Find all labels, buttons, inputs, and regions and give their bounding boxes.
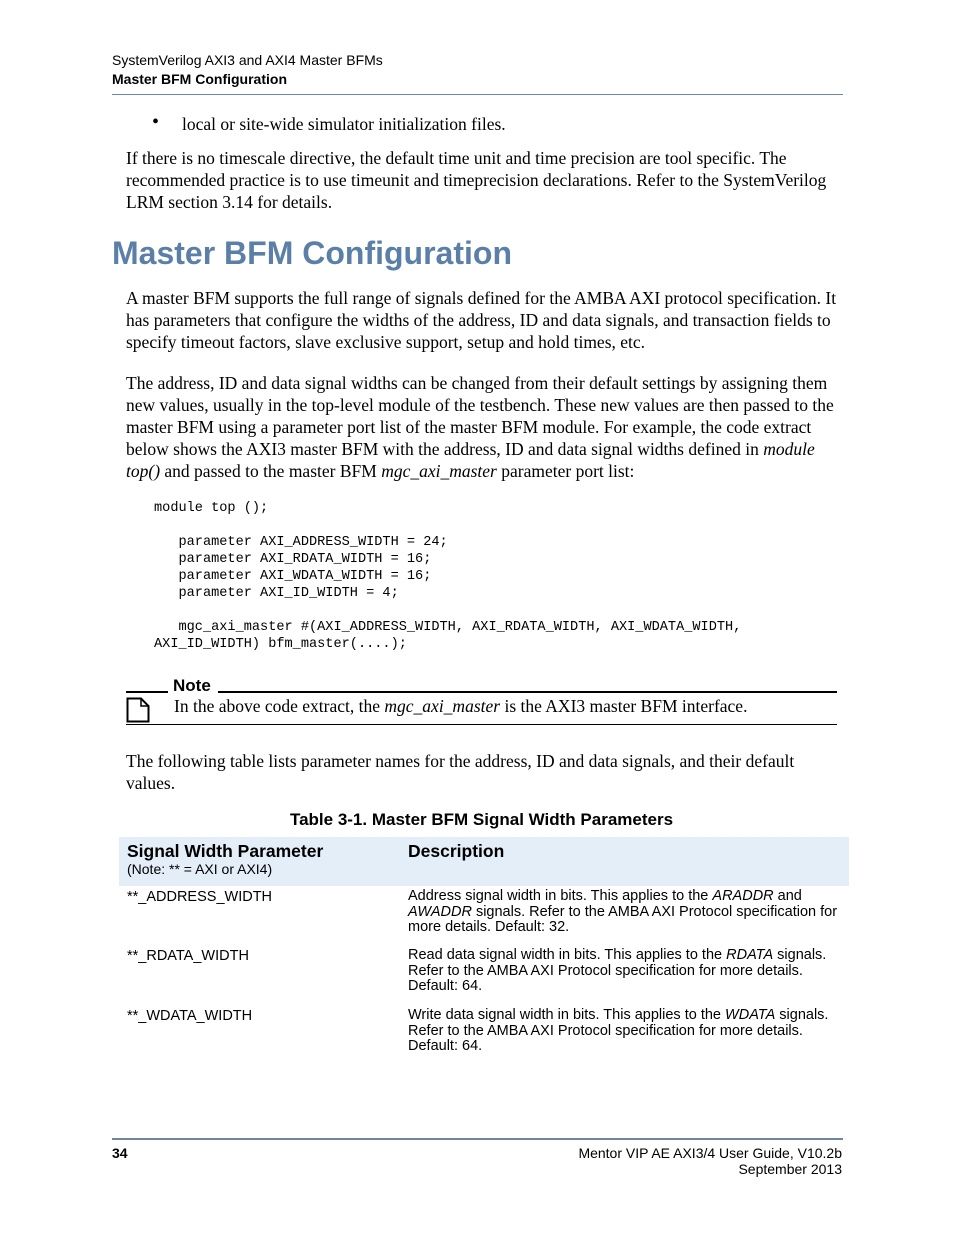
- desc-text: Read data signal width in bits. This applies to the: [408, 947, 727, 963]
- table-row-param: **_RDATA_WIDTH: [127, 948, 249, 964]
- table-row-param: **_ADDRESS_WIDTH: [127, 889, 273, 905]
- footer-rule: [112, 1138, 843, 1140]
- desc-text: signals. Refer to the AMBA AXI Protocol specification for more details. Default: 64.: [408, 1007, 829, 1054]
- desc-text: signals. Refer to the AMBA AXI Protocol specification for more details. Default: 64.: [408, 947, 827, 994]
- footer-date: September 2013: [738, 1161, 842, 1177]
- signal-name: RDATA: [726, 947, 774, 963]
- running-header-section: Master BFM Configuration: [112, 71, 287, 87]
- code-extract: module top (); parameter AXI_ADDRESS_WIDTH = 24; parameter AXI_RDATA_WIDTH = 16; parameter AXI_WDATA_WIDTH = 16; parameter AXI_ID_WIDTH = 4; mgc_axi_master #(AXI_ADDRESS_WIDTH, AXI_RDATA_WIDTH, AXI_WDATA_WIDTH, AXI_ID_WIDTH) bfm_master(....);: [154, 501, 742, 652]
- table-header-param: Signal Width Parameter: [127, 841, 324, 861]
- paragraph-table-intro: The following table lists parameter names for the address, ID and data signals, and their default values.: [126, 751, 795, 793]
- table-header-desc: Description: [408, 841, 505, 861]
- note-title: Note: [173, 676, 211, 695]
- signal-name: AWADDR: [408, 903, 472, 920]
- paragraph-widths-text-1: The address, ID and data signal widths can be changed from their default settings by assigning them new values, usually in the top-level module of the testbench. These new values are then passed to the master BFM using a parameter port list of the master BFM module. For example, the code extract below shows the AXI3 master BFM with the address, ID and data signal widths defined in: [126, 373, 834, 459]
- section-heading: Master BFM Configuration: [112, 235, 512, 271]
- paragraph-widths: [126, 372, 846, 482]
- bullet-text: local or site-wide simulator initialization files.: [182, 114, 506, 134]
- table-row-desc: [408, 948, 843, 995]
- table-row-desc: [408, 889, 843, 936]
- mgc-axi-master-emphasis: mgc_axi_master: [381, 461, 497, 481]
- page-number: 34: [112, 1145, 128, 1161]
- note-text-2: is the AXI3 master BFM interface.: [500, 696, 748, 716]
- note-emphasis: mgc_axi_master: [384, 696, 501, 716]
- header-rule: [112, 94, 843, 95]
- note-page-icon: [126, 697, 150, 723]
- bullet-icon: •: [152, 111, 160, 133]
- table-row-desc: [408, 1008, 843, 1055]
- desc-text: and: [773, 888, 802, 904]
- table-row-param: **_WDATA_WIDTH: [127, 1008, 253, 1024]
- paragraph-widths-text-3: parameter port list:: [496, 461, 635, 481]
- note-rule-right: [218, 691, 837, 693]
- module-top-emphasis: module top(): [126, 439, 815, 481]
- signal-name: ARADDR: [712, 888, 774, 904]
- signal-name: WDATA: [725, 1007, 776, 1023]
- desc-text: signals. Refer to the AMBA AXI Protocol specification for more details. Default: 32.: [408, 903, 838, 935]
- table-header-param-note: (Note: ** = AXI or AXI4): [127, 861, 273, 877]
- footer-guide-title: Mentor VIP AE AXI3/4 User Guide, V10.2b: [578, 1145, 842, 1161]
- running-header-title: SystemVerilog AXI3 and AXI4 Master BFMs: [112, 52, 383, 68]
- note-rule-left: [126, 691, 168, 693]
- paragraph-widths-text-2: and passed to the master BFM: [160, 461, 382, 481]
- desc-text: Address signal width in bits. This applies to the: [408, 888, 713, 904]
- note-rule-bottom: [126, 724, 837, 725]
- note-text-1: In the above code extract, the: [174, 696, 385, 716]
- paragraph-timescale: If there is no timescale directive, the default time unit and time precision are tool specific. The recommended practice is to use timeunit and timeprecision declarations. Refer to the SystemVerilog LRM section 3.14 for details.: [126, 148, 827, 212]
- note-text: [174, 696, 747, 717]
- desc-text: Write data signal width in bits. This applies to the: [408, 1007, 726, 1023]
- paragraph-overview: A master BFM supports the full range of signals defined for the AMBA AXI protocol specification. It has parameters that configure the widths of the address, ID and data signals, and transaction fields to specify timeout factors, slave exclusive support, setup and hold times, etc.: [126, 288, 837, 352]
- table-title: Table 3-1. Master BFM Signal Width Parameters: [289, 810, 674, 829]
